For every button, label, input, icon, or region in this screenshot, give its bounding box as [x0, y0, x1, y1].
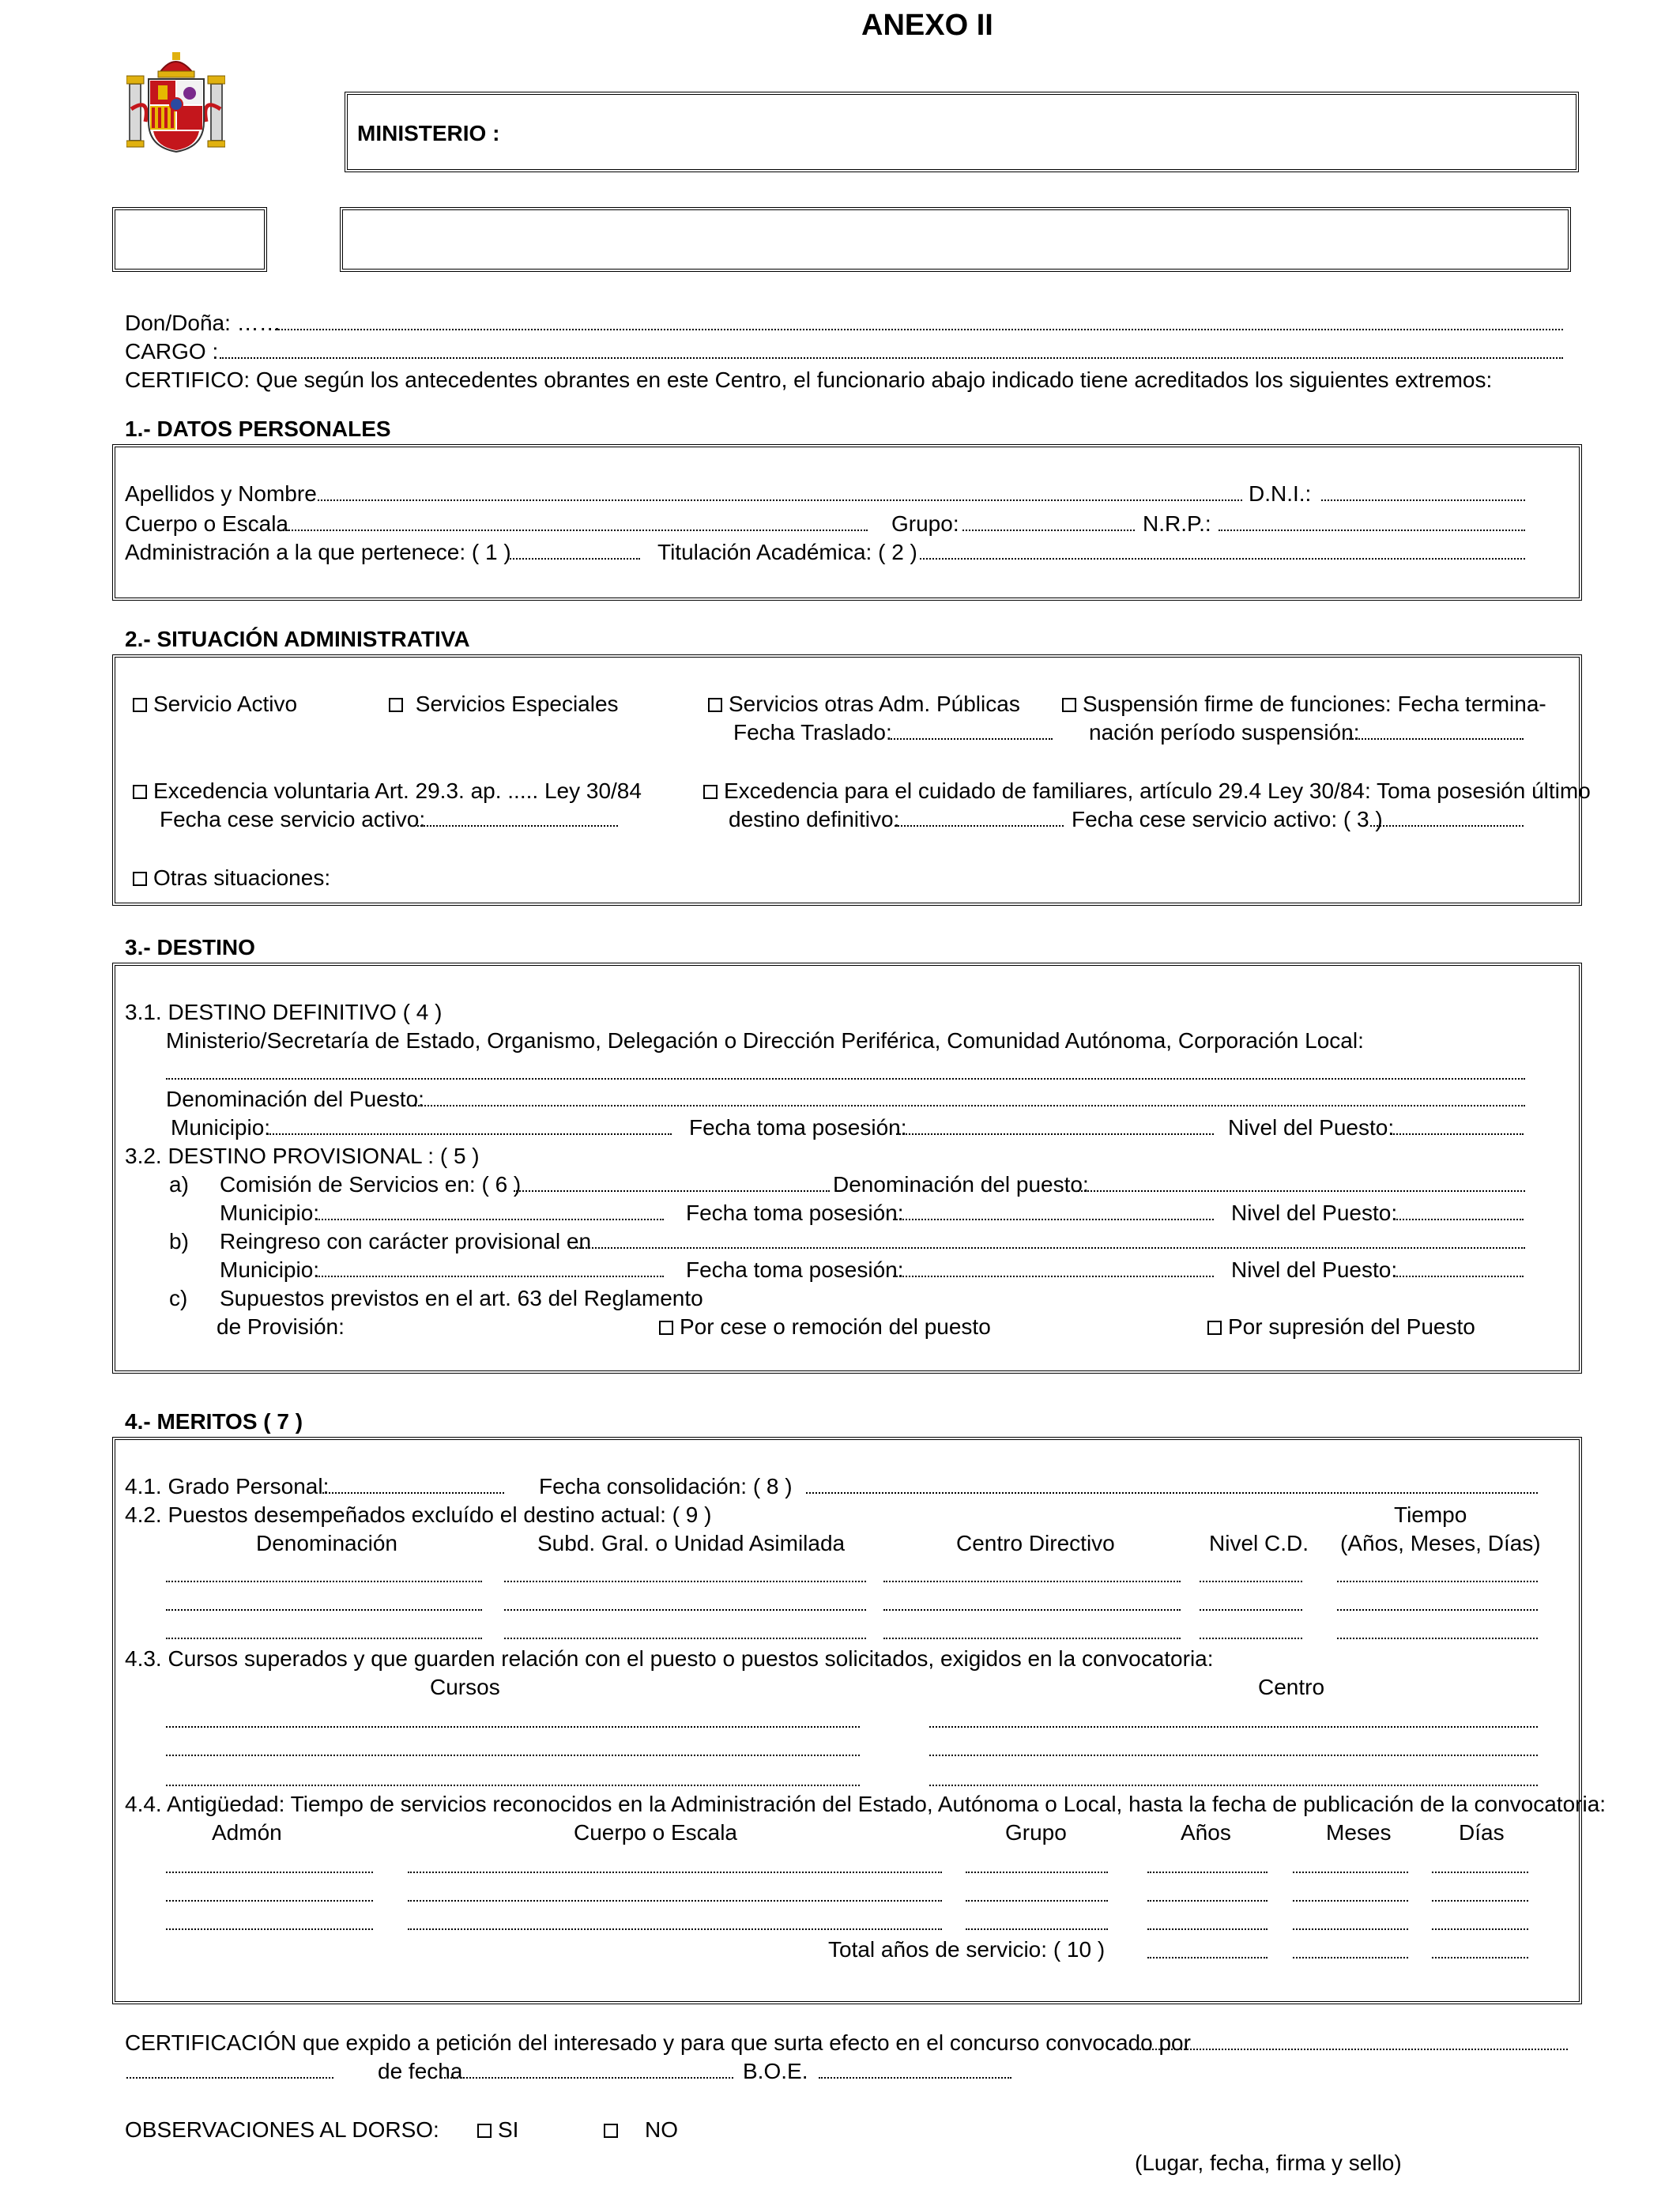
certifico-text: CERTIFICO: Que según los antecedentes obrantes en este Centro, el funcionario abajo indicado tiene acreditados los siguientes extremos:	[125, 368, 1493, 392]
option-label: Excedencia para el cuidado de familiares, artículo 29.4 Ley 30/84: Toma posesión último	[724, 778, 1591, 803]
code-box[interactable]	[112, 207, 267, 272]
certificacion-text: CERTIFICACIÓN que expido a petición del interesado y para que surta efecto en el concurso convocado por	[125, 2030, 1191, 2055]
unit-box[interactable]	[340, 207, 1571, 272]
fecha-toma-label: Fecha toma posesión:	[689, 1115, 907, 1140]
option-otras-situaciones[interactable]	[133, 865, 330, 892]
ministerio-label: MINISTERIO :	[357, 121, 500, 145]
puesto-denom-field[interactable]	[166, 1609, 482, 1611]
destino-definitivo-label: destino definitivo:	[729, 807, 900, 831]
puesto-denom-field[interactable]	[166, 1638, 482, 1639]
lugar-fecha-firma: (Lugar, fecha, firma y sello)	[1135, 2151, 1402, 2175]
de-fecha-field[interactable]	[441, 2077, 733, 2079]
observaciones-label: OBSERVACIONES AL DORSO:	[125, 2117, 439, 2142]
titulacion-label: Titulación Académica: ( 2 )	[657, 540, 917, 564]
destino-provisional-heading: 3.2. DESTINO PROVISIONAL : ( 5 )	[125, 1144, 480, 1168]
puesto-nivel-field[interactable]	[1200, 1581, 1302, 1582]
puesto-centro-field[interactable]	[883, 1581, 1181, 1582]
ministerio-secretaria-field[interactable]	[166, 1078, 1525, 1080]
nivel-field[interactable]	[1391, 1133, 1524, 1135]
boe-label: B.O.E.	[743, 2059, 808, 2083]
denom-puesto-label: Denominación del puesto:	[833, 1172, 1089, 1197]
option-label: Otras situaciones:	[153, 865, 331, 890]
checkbox-icon[interactable]	[659, 1321, 673, 1335]
antiguedad-meses-field[interactable]	[1293, 1900, 1408, 1902]
col-meses: Meses	[1326, 1820, 1392, 1845]
checkbox-icon[interactable]	[389, 698, 403, 712]
puesto-tiempo-field[interactable]	[1337, 1609, 1538, 1611]
col-cuerpo-escala: Cuerpo o Escala	[574, 1820, 738, 1845]
antiguedad-admon-field[interactable]	[166, 1872, 373, 1873]
total-anos-field[interactable]	[1147, 1957, 1268, 1958]
item-a-marker: a)	[169, 1172, 189, 1197]
don-field[interactable]	[275, 329, 1563, 330]
checkbox-icon[interactable]	[708, 698, 722, 712]
antiguedad-grupo-field[interactable]	[966, 1872, 1108, 1873]
antiguedad-cuerpo-field[interactable]	[408, 1928, 942, 1930]
option-servicio-activo[interactable]	[133, 691, 297, 718]
nivel-a-label: Nivel del Puesto:	[1231, 1201, 1398, 1225]
dni-field[interactable]	[1321, 499, 1525, 501]
denominacion-field[interactable]	[412, 1105, 1525, 1106]
curso-centro-field[interactable]	[929, 1785, 1538, 1786]
col-denominacion: Denominación	[256, 1531, 397, 1555]
denominacion-label: Denominación del Puesto:	[166, 1087, 424, 1111]
nrp-field[interactable]	[1219, 530, 1525, 531]
fecha-toma-field[interactable]	[896, 1133, 1214, 1135]
fecha-consolidacion-field[interactable]	[806, 1492, 1538, 1494]
puesto-subd-field[interactable]	[504, 1581, 866, 1582]
grado-field[interactable]	[322, 1492, 504, 1494]
destino-definitivo-heading: 3.1. DESTINO DEFINITIVO ( 4 )	[125, 1000, 443, 1024]
option-otras-adm[interactable]	[708, 691, 1020, 718]
curso-field[interactable]	[166, 1785, 860, 1786]
section-3-title: 3.- DESTINO	[125, 935, 255, 959]
comision-label: Comisión de Servicios en: ( 6 )	[220, 1172, 522, 1197]
checkbox-icon[interactable]	[133, 872, 147, 886]
option-label: Por supresión del Puesto	[1228, 1314, 1475, 1339]
coat-of-arms-icon	[126, 49, 225, 156]
dni-label: D.N.I.:	[1249, 481, 1312, 506]
fecha-cese-label: Fecha cese servicio activo:	[160, 807, 426, 831]
curso-field[interactable]	[166, 1726, 860, 1728]
curso-centro-field[interactable]	[929, 1726, 1538, 1728]
col-anos: Años	[1181, 1820, 1231, 1845]
nivel-a-field[interactable]	[1394, 1219, 1524, 1220]
option-supresion[interactable]	[1207, 1314, 1475, 1340]
antiguedad-cuerpo-field[interactable]	[408, 1900, 942, 1902]
boe-field[interactable]	[819, 2077, 1011, 2079]
curso-centro-field[interactable]	[929, 1755, 1538, 1756]
col-centro-directivo: Centro Directivo	[956, 1531, 1115, 1555]
antiguedad-cuerpo-field[interactable]	[408, 1872, 942, 1873]
nrp-label: N.R.P.:	[1143, 511, 1211, 536]
checkbox-icon[interactable]	[703, 785, 718, 799]
fecha-toma-b-field[interactable]	[893, 1276, 1214, 1277]
fecha-cese-field[interactable]	[417, 825, 618, 827]
antiguedad-dias-field[interactable]	[1432, 1928, 1528, 1930]
col-grupo: Grupo	[1005, 1820, 1067, 1845]
admin-label: Administración a la que pertenece: ( 1 )	[125, 540, 511, 564]
option-label: Suspensión firme de funciones: Fecha termina-	[1083, 692, 1546, 716]
grupo-field[interactable]	[962, 530, 1135, 531]
puesto-denom-field[interactable]	[166, 1581, 482, 1582]
option-label: Servicio Activo	[153, 692, 298, 716]
concurso-field[interactable]	[1139, 2049, 1568, 2050]
suspension-periodo-label: nación período suspensión:	[1089, 720, 1360, 745]
puesto-centro-field[interactable]	[883, 1638, 1181, 1639]
antiguedad-meses-field[interactable]	[1293, 1928, 1408, 1930]
puesto-centro-field[interactable]	[883, 1609, 1181, 1611]
reingreso-label: Reingreso con carácter provisional en	[220, 1229, 592, 1253]
checkbox-icon[interactable]	[604, 2124, 618, 2138]
fecha-toma-a-field[interactable]	[893, 1219, 1214, 1220]
item-c-marker: c)	[169, 1286, 188, 1310]
puesto-nivel-field[interactable]	[1200, 1609, 1302, 1611]
section-2-title: 2.- SITUACIÓN ADMINISTRATIVA	[125, 627, 470, 651]
concurso-ref-field[interactable]	[126, 2077, 333, 2079]
fecha-toma-b-label: Fecha toma posesión:	[686, 1257, 904, 1282]
option-si[interactable]	[477, 2117, 518, 2143]
cuerpo-label: Cuerpo o Escala	[125, 511, 289, 536]
comision-field[interactable]	[514, 1190, 830, 1192]
destino-definitivo-field[interactable]	[895, 825, 1064, 827]
provision-label: de Provisión:	[217, 1314, 345, 1339]
section-1-title: 1.- DATOS PERSONALES	[125, 417, 391, 441]
col-subd-gral: Subd. Gral. o Unidad Asimilada	[537, 1531, 846, 1555]
fecha-traslado-label: Fecha Traslado:	[733, 720, 892, 745]
option-excedencia-voluntaria[interactable]	[133, 778, 642, 805]
antiguedad-grupo-field[interactable]	[966, 1900, 1108, 1902]
municipio-b-label: Municipio:	[220, 1257, 320, 1282]
ministerio-box[interactable]	[345, 92, 1579, 172]
antiguedad-grupo-field[interactable]	[966, 1928, 1108, 1930]
checkbox-icon[interactable]	[133, 785, 147, 799]
antiguedad-dias-field[interactable]	[1432, 1900, 1528, 1902]
col-dias: Días	[1459, 1820, 1505, 1845]
suspension-periodo-field[interactable]	[1347, 738, 1524, 740]
option-label: NO	[645, 2117, 678, 2142]
checkbox-icon[interactable]	[477, 2124, 492, 2138]
nivel-b-field[interactable]	[1394, 1276, 1524, 1277]
item-b-marker: b)	[169, 1229, 189, 1253]
antiguedad-admon-field[interactable]	[166, 1928, 373, 1930]
option-no[interactable]	[604, 2117, 678, 2143]
fecha-cese-3-label: Fecha cese servicio activo: ( 3 )	[1072, 807, 1383, 831]
col-admon: Admón	[212, 1820, 282, 1845]
option-servicios-especiales[interactable]	[389, 691, 619, 718]
total-anos-label: Total años de servicio: ( 10 )	[828, 1937, 1106, 1962]
option-label: Servicios Especiales	[409, 692, 619, 716]
option-label: Por cese o remoción del puesto	[680, 1314, 991, 1339]
cargo-label: CARGO :	[125, 339, 219, 364]
col-tiempo-heading: Tiempo	[1394, 1502, 1467, 1527]
antiguedad-anos-field[interactable]	[1147, 1872, 1268, 1873]
total-meses-field[interactable]	[1293, 1957, 1408, 1958]
nivel-label: Nivel del Puesto:	[1228, 1115, 1395, 1140]
municipio-label: Municipio:	[171, 1115, 271, 1140]
option-excedencia-familiares[interactable]	[703, 778, 1591, 805]
antiguedad-dias-field[interactable]	[1432, 1872, 1528, 1873]
municipio-a-field[interactable]	[316, 1219, 664, 1220]
antiguedad-admon-field[interactable]	[166, 1900, 373, 1902]
checkbox-icon[interactable]	[1207, 1321, 1222, 1335]
admin-field[interactable]	[507, 558, 640, 560]
antiguedad-anos-field[interactable]	[1147, 1900, 1268, 1902]
puesto-nivel-field[interactable]	[1200, 1638, 1302, 1639]
reingreso-field[interactable]	[577, 1247, 1525, 1249]
puesto-tiempo-field[interactable]	[1337, 1638, 1538, 1639]
titulacion-field[interactable]	[920, 558, 1525, 560]
col-cursos: Cursos	[430, 1675, 500, 1699]
apellidos-label: Apellidos y Nombre	[125, 481, 317, 506]
col-anos-meses-dias: (Años, Meses, Días)	[1340, 1531, 1541, 1555]
puesto-subd-field[interactable]	[504, 1638, 866, 1639]
curso-field[interactable]	[166, 1755, 860, 1756]
ministerio-secretaria-label: Ministerio/Secretaría de Estado, Organismo, Delegación o Dirección Periférica, Comunidad Autónoma, Corporación Local:	[166, 1028, 1364, 1053]
municipio-b-field[interactable]	[316, 1276, 664, 1277]
col-nivel-cd: Nivel C.D.	[1209, 1531, 1309, 1555]
don-label: Don/Doña: ……	[125, 311, 281, 335]
apellidos-field[interactable]	[318, 499, 1242, 501]
fecha-toma-a-label: Fecha toma posesión:	[686, 1201, 904, 1225]
page-title: ANEXO II	[861, 9, 993, 42]
option-label: Servicios otras Adm. Públicas	[729, 692, 1020, 716]
cursos-heading: 4.3. Cursos superados y que guarden relación con el puesto o puestos solicitados, exigidos en la convocatoria:	[125, 1646, 1214, 1671]
section-1-box	[112, 444, 1582, 601]
fecha-traslado-field[interactable]	[888, 738, 1053, 740]
total-dias-field[interactable]	[1432, 1957, 1528, 1958]
municipio-field[interactable]	[267, 1133, 672, 1135]
cuerpo-field[interactable]	[283, 530, 868, 531]
antiguedad-heading: 4.4. Antigüedad: Tiempo de servicios reconocidos en la Administración del Estado, Autónoma o Local, hasta la fecha de publicación de la convocatoria:	[125, 1792, 1607, 1816]
grupo-label: Grupo:	[891, 511, 959, 536]
section-4-title: 4.- MERITOS ( 7 )	[125, 1409, 303, 1434]
antiguedad-anos-field[interactable]	[1147, 1928, 1268, 1930]
puesto-tiempo-field[interactable]	[1337, 1581, 1538, 1582]
fecha-consolidacion-label: Fecha consolidación: ( 8 )	[539, 1474, 793, 1498]
col-centro: Centro	[1258, 1675, 1325, 1699]
puestos-heading: 4.2. Puestos desempeñados excluído el destino actual: ( 9 )	[125, 1502, 712, 1527]
de-fecha-label: de fecha	[378, 2059, 463, 2083]
puesto-subd-field[interactable]	[504, 1609, 866, 1611]
option-label: SI	[498, 2117, 519, 2142]
option-label: Excedencia voluntaria Art. 29.3. ap. ..... Ley 30/84	[153, 778, 642, 803]
option-suspension[interactable]	[1062, 691, 1546, 718]
fecha-cese-3-field[interactable]	[1370, 825, 1524, 827]
checkbox-icon[interactable]	[133, 698, 147, 712]
grado-label: 4.1. Grado Personal:	[125, 1474, 330, 1498]
antiguedad-meses-field[interactable]	[1293, 1872, 1408, 1873]
option-cese-remocion[interactable]	[659, 1314, 991, 1340]
supuestos-label: Supuestos previstos en el art. 63 del Reglamento	[220, 1286, 703, 1310]
nivel-b-label: Nivel del Puesto:	[1231, 1257, 1398, 1282]
denom-puesto-field[interactable]	[1078, 1190, 1525, 1192]
checkbox-icon[interactable]	[1062, 698, 1076, 712]
cargo-field[interactable]	[220, 357, 1563, 359]
municipio-a-label: Municipio:	[220, 1201, 320, 1225]
